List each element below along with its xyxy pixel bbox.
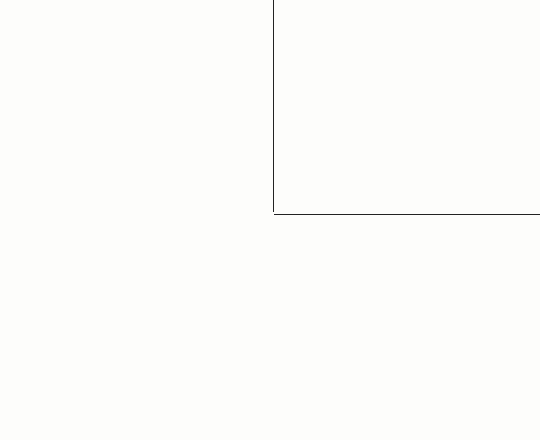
- article-exporters: [6, 240, 534, 440]
- left-column: [6, 0, 268, 236]
- column-divider: [273, 0, 274, 212]
- section-divider: [274, 214, 540, 215]
- right-column: [280, 0, 534, 212]
